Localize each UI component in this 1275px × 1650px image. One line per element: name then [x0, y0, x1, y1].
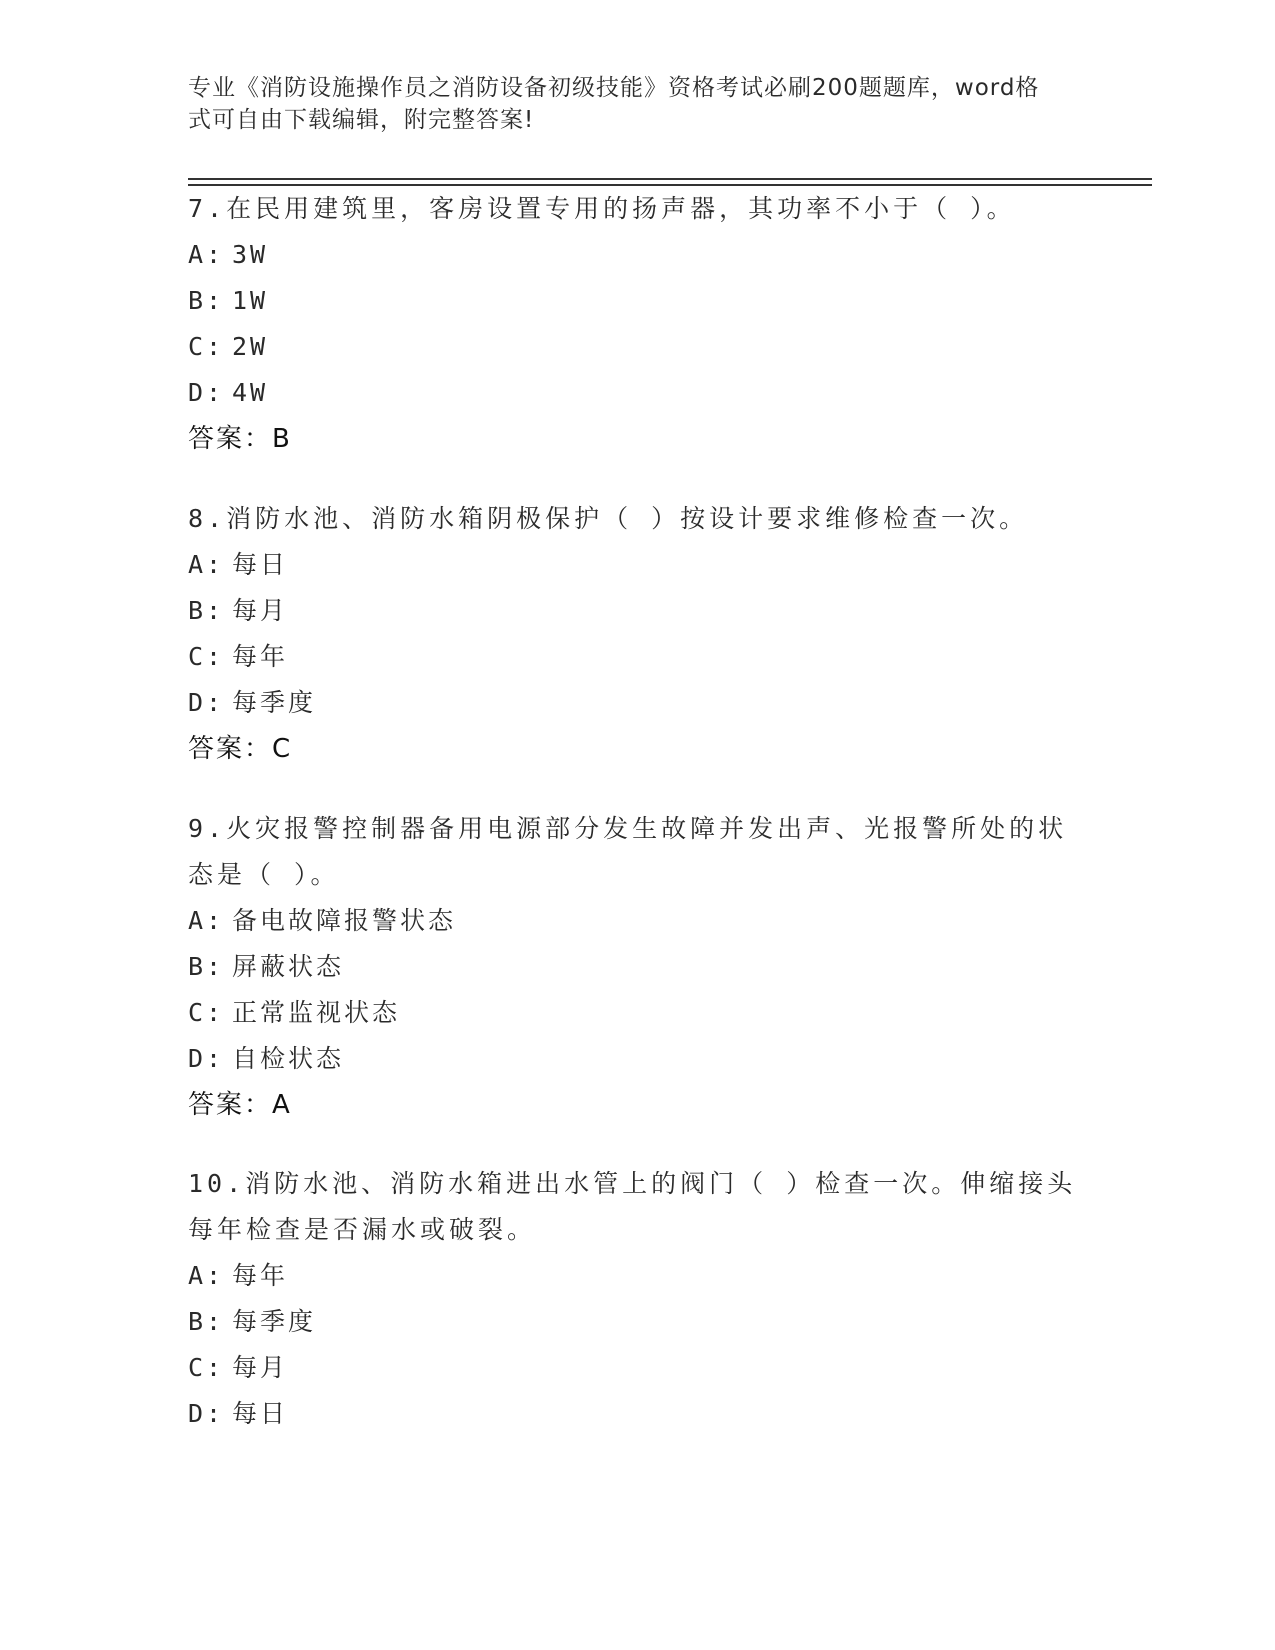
option-text: 屏蔽状态: [232, 952, 345, 981]
option-a: [188, 1253, 1088, 1299]
option-text: 1W: [232, 286, 269, 315]
option-text: 备电故障报警状态: [232, 906, 457, 935]
option-letter: D:: [188, 688, 225, 717]
question-10: [188, 1161, 1088, 1437]
question-stem: [188, 1161, 1088, 1253]
question-stem-line: 7.在民用建筑里，客房设置专用的扬声器，其功率不小于（ ）。: [188, 194, 1016, 223]
option-a: [188, 542, 1088, 588]
option-letter: C:: [188, 1353, 225, 1382]
option-b: [188, 588, 1088, 634]
option-text: 4W: [232, 378, 269, 407]
option-text: 每日: [232, 550, 289, 579]
option-b: [188, 278, 1088, 324]
question-8: [188, 496, 1088, 772]
option-letter: B:: [188, 1307, 225, 1336]
header-line-2: 式可自由下载编辑，附完整答案!: [188, 107, 535, 133]
option-b: [188, 944, 1088, 990]
option-letter: D:: [188, 1044, 225, 1073]
question-stem-line: 9.火灾报警控制器备用电源部分发生故障并发出声、光报警所处的状: [188, 814, 1068, 843]
option-text: 2W: [232, 332, 269, 361]
document-header: [188, 72, 1068, 136]
option-text: 每年: [232, 642, 289, 671]
option-a: [188, 898, 1088, 944]
option-text: 3W: [232, 240, 269, 269]
option-letter: D:: [188, 1399, 225, 1428]
option-text: 每季度: [232, 688, 317, 717]
option-letter: C:: [188, 332, 225, 361]
option-d: [188, 370, 1088, 416]
question-stem: [188, 186, 1088, 232]
header-line-1: 专业《消防设施操作员之消防设备初级技能》资格考试必刷200题题库，word格: [188, 75, 1040, 101]
question-stem: [188, 496, 1088, 542]
option-b: [188, 1299, 1088, 1345]
option-letter: B:: [188, 286, 225, 315]
option-d: [188, 1391, 1088, 1437]
question-7: [188, 186, 1088, 462]
answer-line: 答案：A: [188, 1090, 292, 1120]
question-stem: [188, 806, 1088, 898]
question-stem-line: 10.消防水池、消防水箱进出水管上的阀门（ ）检查一次。伸缩接头: [188, 1169, 1077, 1198]
option-letter: C:: [188, 998, 225, 1027]
option-letter: C:: [188, 642, 225, 671]
option-letter: B:: [188, 952, 225, 981]
option-c: [188, 1345, 1088, 1391]
option-d: [188, 1036, 1088, 1082]
answer-line: 答案：B: [188, 424, 292, 454]
option-letter: D:: [188, 378, 225, 407]
option-c: [188, 634, 1088, 680]
option-letter: A:: [188, 1261, 225, 1290]
option-c: [188, 990, 1088, 1036]
option-text: 每日: [232, 1399, 289, 1428]
answer-line: 答案：C: [188, 734, 293, 764]
question-stem-line: 态是（ ）。: [188, 860, 340, 889]
question-stem-line: 8.消防水池、消防水箱阴极保护（ ）按设计要求维修检查一次。: [188, 504, 1029, 533]
option-text: 正常监视状态: [232, 998, 401, 1027]
option-text: 自检状态: [232, 1044, 345, 1073]
question-9: [188, 806, 1088, 1128]
option-letter: A:: [188, 906, 225, 935]
option-a: [188, 232, 1088, 278]
option-c: [188, 324, 1088, 370]
option-letter: B:: [188, 596, 225, 625]
option-letter: A:: [188, 550, 225, 579]
option-d: [188, 680, 1088, 726]
option-text: 每月: [232, 1353, 289, 1382]
option-text: 每年: [232, 1261, 289, 1290]
header-divider-top: [188, 178, 1152, 180]
option-text: 每月: [232, 596, 289, 625]
question-stem-line: 每年检查是否漏水或破裂。: [188, 1215, 537, 1244]
option-letter: A:: [188, 240, 225, 269]
option-text: 每季度: [232, 1307, 317, 1336]
